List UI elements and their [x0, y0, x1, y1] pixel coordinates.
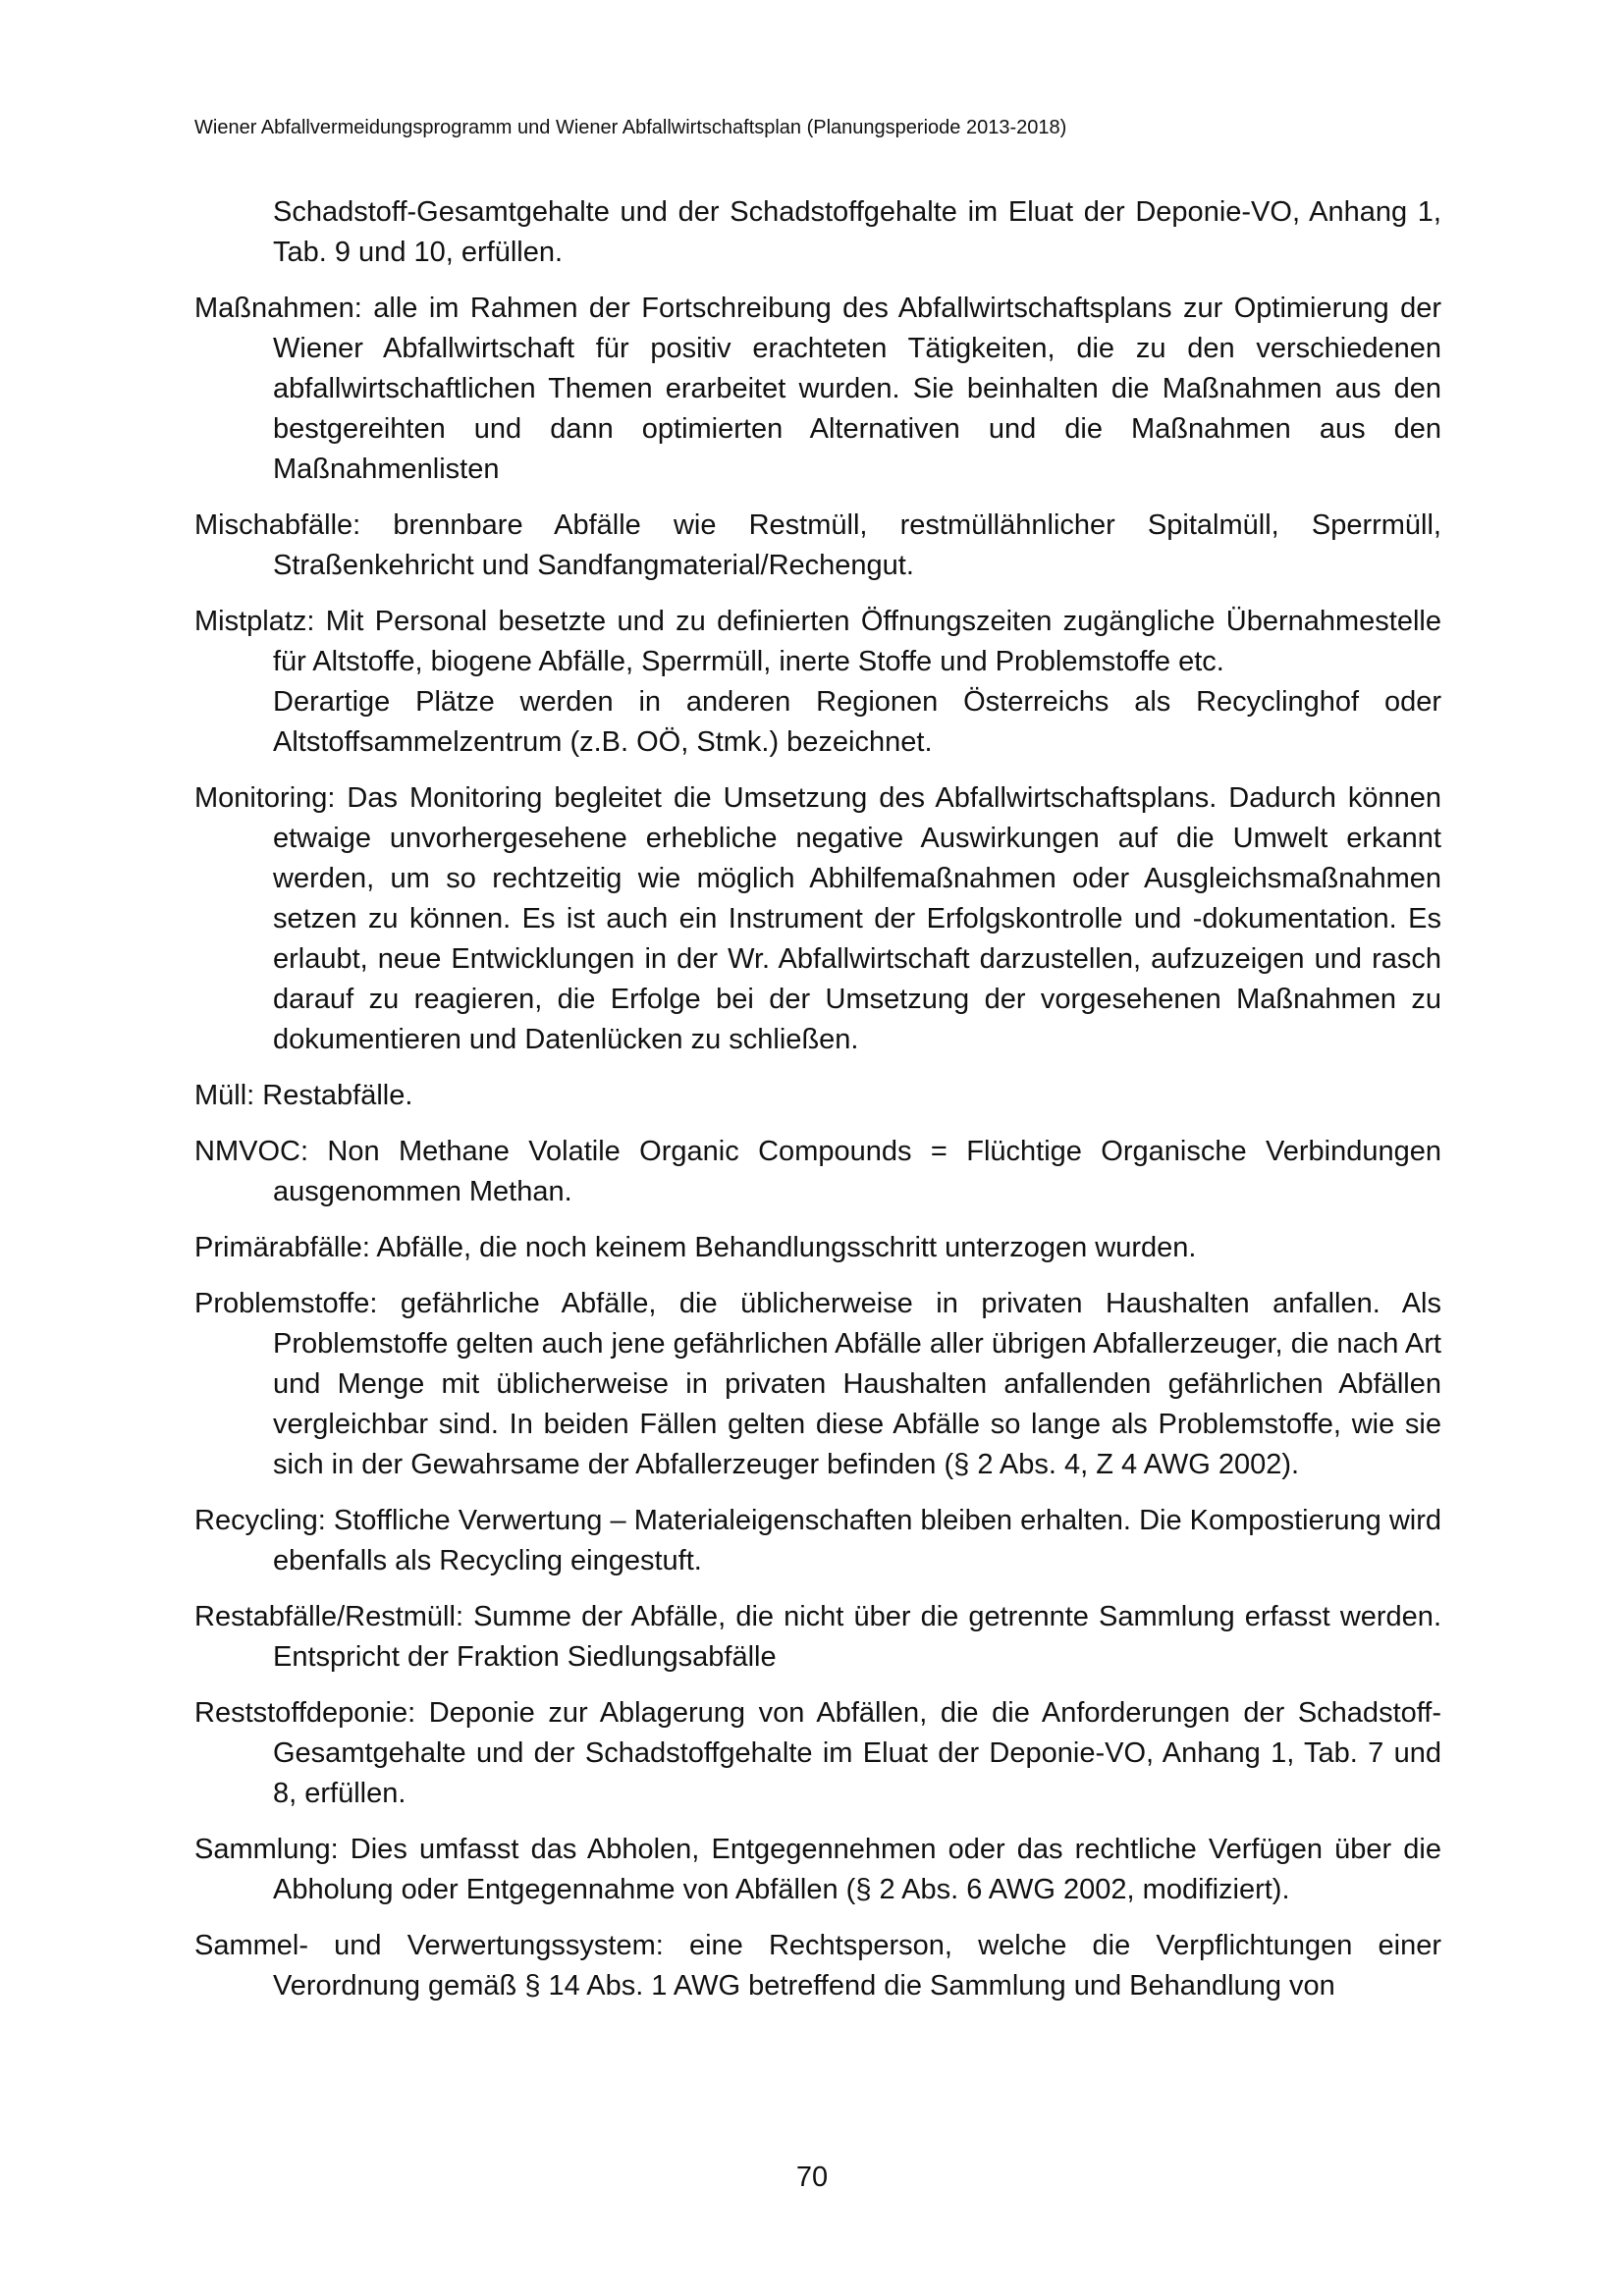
glossary-entry-mistplatz — [194, 602, 1441, 763]
glossary-entry-mistplatz-extra: Derartige Plätze werden in anderen Regionen Österreichs als Recyclinghof oder Altstoffsammelzentrum (z.B. OÖ, Stmk.) bezeichnet. — [273, 686, 1441, 758]
page-number: 70 — [795, 2162, 829, 2193]
glossary-entry-mistplatz-text: Mistplatz: Mit Personal besetzte und zu definierten Öffnungszeiten zugängliche Übernahmestelle für Altstoffe, biogene Abfälle, Sperrmüll, inerte Stoffe und Problemstoffe etc. — [194, 606, 1441, 677]
glossary-entry-recycling: Recycling: Stoffliche Verwertung – Materialeigenschaften bleiben erhalten. Die Kompostierung wird ebenfalls als Recycling eingestuft. — [194, 1505, 1441, 1576]
glossary-entry-muell: Müll: Restabfälle. — [194, 1080, 413, 1111]
running-header: Wiener Abfallvermeidungsprogramm und Wiener Abfallwirtschaftsplan (Planungsperiode 2013-2018) — [194, 117, 1067, 138]
glossary-entry-massnahmen: Maßnahmen: alle im Rahmen der Fortschreibung des Abfallwirtschaftsplans zur Optimierung der Wiener Abfallwirtschaft für positiv erachteten Tätigkeiten, die zu den verschiedenen abfallwirtschaftlichen Themen erarbeitet wurden. Sie beinhalten die Maßnahmen aus den bestgereihten und dann optimierten Alternativen und die Maßnahmen aus den Maßnahmenlisten — [194, 293, 1441, 485]
glossary-entry-monitoring: Monitoring: Das Monitoring begleitet die Umsetzung des Abfallwirtschaftsplans. Dadurch können etwaige unvorhergesehene erhebliche negative Auswirkungen auf die Umwelt erkannt werden, um so rechtzeitig wie möglich Abhilfemaßnahmen oder Ausgleichsmaßnahmen setzen zu können. Es ist auch ein Instrument der Erfolgskontrolle und -dokumentation. Es erlaubt, neue Entwicklungen in der Wr. Abfallwirtschaft darzustellen, aufzuzeigen und rasch darauf zu reagieren, die Erfolge bei der Umsetzung der vorgesehenen Maßnahmen zu dokumentieren und Datenlücken zu schließen. — [194, 782, 1441, 1055]
glossary-entry-continuation: Schadstoff-Gesamtgehalte und der Schadstoffgehalte im Eluat der Deponie-VO, Anhang 1, Tab. 9 und 10, erfüllen. — [273, 196, 1441, 268]
glossary-entry-primaerabfaelle: Primärabfälle: Abfälle, die noch keinem Behandlungsschritt unterzogen wurden. — [194, 1232, 1197, 1263]
glossary-entry-reststoffdeponie: Reststoffdeponie: Deponie zur Ablagerung von Abfällen, die die Anforderungen der Schadstoff-Gesamtgehalte und der Schadstoffgehalte im Eluat der Deponie-VO, Anhang 1, Tab. 7 und 8, erfüllen. — [194, 1697, 1441, 1809]
glossary-entry-sammlung: Sammlung: Dies umfasst das Abholen, Entgegennehmen oder das rechtliche Verfügen über die Abholung oder Entgegennahme von Abfällen (§ 2 Abs. 6 AWG 2002, modifiziert). — [194, 1834, 1441, 1905]
glossary-entry-problemstoffe: Problemstoffe: gefährliche Abfälle, die üblicherweise in privaten Haushalten anfallen. Als Problemstoffe gelten auch jene gefährlichen Abfälle aller übrigen Abfallerzeuger, die nach Art und Menge mit üblicherweise in privaten Haushalten anfallenden gefährlichen Abfällen vergleichbar sind. In beiden Fällen gelten diese Abfälle so lange als Problemstoffe, wie sie sich in der Gewahrsame der Abfallerzeuger befinden (§ 2 Abs. 4, Z 4 AWG 2002). — [194, 1288, 1441, 1480]
glossary-entry-nmvoc: NMVOC: Non Methane Volatile Organic Compounds = Flüchtige Organische Verbindungen ausgenommen Methan. — [194, 1136, 1441, 1207]
glossary-content — [194, 192, 1441, 2022]
glossary-entry-sammel-verwertungssystem: Sammel- und Verwertungssystem: eine Rechtsperson, welche die Verpflichtungen einer Verordnung gemäß § 14 Abs. 1 AWG betreffend die Sammlung und Behandlung von — [194, 1930, 1441, 2002]
glossary-entry-restabfaelle: Restabfälle/Restmüll: Summe der Abfälle, die nicht über die getrennte Sammlung erfasst werden. Entspricht der Fraktion Siedlungsabfälle — [194, 1601, 1441, 1673]
glossary-entry-mischabfaelle: Mischabfälle: brennbare Abfälle wie Restmüll, restmüllähnlicher Spitalmüll, Sperrmüll, Straßenkehricht und Sandfangmaterial/Rechengut. — [194, 509, 1441, 581]
